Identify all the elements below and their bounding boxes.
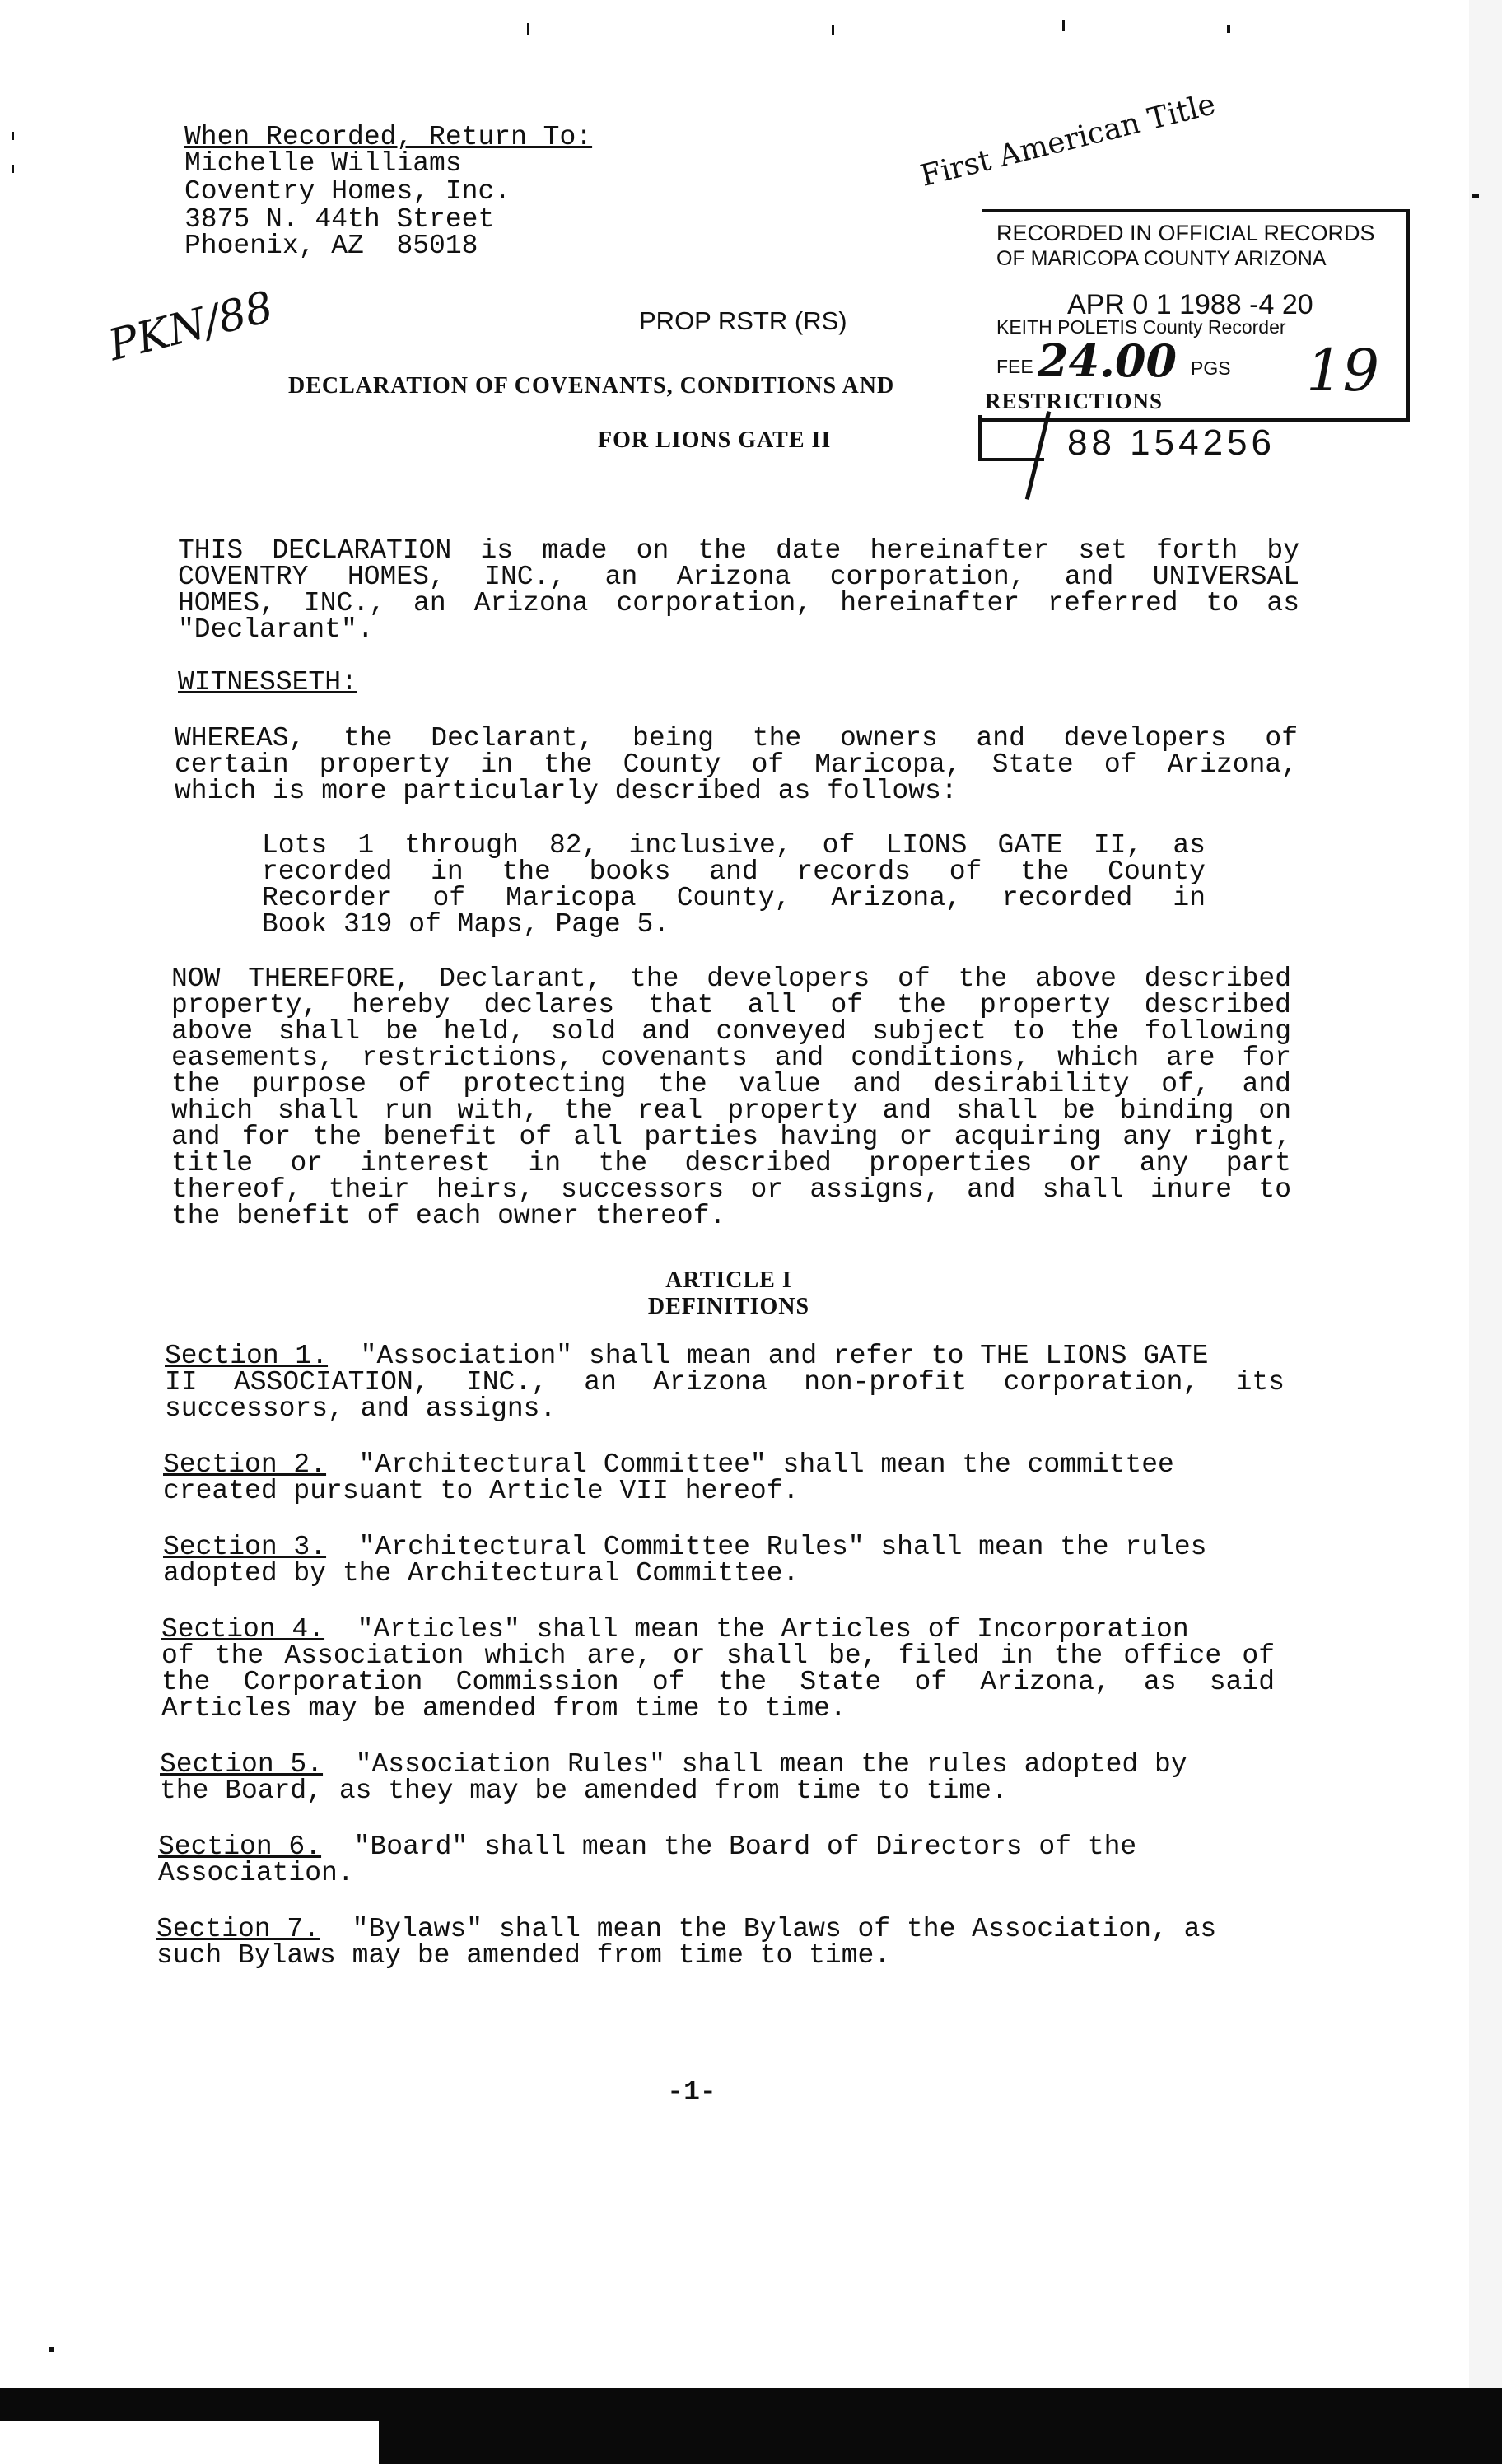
section-text: "Association" shall mean and refer to THE LIONS GATE <box>328 1341 1209 1371</box>
now-therefore-line: and for the benefit of all parties having or acquiring any right, <box>171 1122 1291 1152</box>
scan-speck <box>527 23 529 35</box>
document-title-overlap: RESTRICTIONS <box>985 389 1164 413</box>
section-text: "Association Rules" shall mean the rules adopted by <box>323 1749 1187 1780</box>
now-therefore-line: above shall be held, sold and conveyed subject to the following <box>171 1016 1291 1047</box>
stamp-date: APR 0 1 1988 -4 20 <box>1067 289 1313 320</box>
now-therefore-line: easements, restrictions, covenants and conditions, which are for <box>171 1043 1291 1073</box>
title-company-stamp: First American Title <box>917 87 1220 194</box>
section-text: II ASSOCIATION, INC., an Arizona non-profit corporation, its <box>165 1367 1285 1398</box>
section-text: "Architectural Committee" shall mean the committee <box>326 1449 1174 1480</box>
return-to-heading: When Recorded, Return To: <box>184 122 593 152</box>
stamp-recorder: KEITH POLETIS County Recorder <box>996 316 1286 338</box>
stamp-bracket <box>978 415 982 461</box>
stamp-pgs-value: 19 <box>1306 337 1380 404</box>
intro-line: COVENTRY HOMES, INC., an Arizona corporation, and UNIVERSAL <box>178 562 1299 592</box>
intro-line: HOMES, INC., an Arizona corporation, hereinafter referred to as <box>178 588 1299 618</box>
return-to-street: 3875 N. 44th Street <box>184 204 495 235</box>
scan-speck <box>12 132 14 140</box>
scan-speck <box>1227 25 1230 33</box>
section-text: adopted by the Architectural Committee. <box>163 1558 800 1589</box>
return-to-company: Coventry Homes, Inc. <box>184 176 511 207</box>
scan-bottom-patch <box>0 2421 379 2464</box>
scan-speck <box>1472 194 1479 198</box>
article-title: DEFINITIONS <box>647 1294 810 1319</box>
section-text: "Board" shall mean the Board of Directors of the <box>321 1832 1137 1862</box>
section-text: such Bylaws may be amended from time to time. <box>156 1940 891 1971</box>
section-text: of the Association which are, or shall be, filed in the office of <box>161 1640 1275 1671</box>
section-text: Articles may be amended from time to time. <box>161 1693 847 1724</box>
article-number: ARTICLE I <box>665 1267 792 1293</box>
section-text: Association. <box>158 1858 354 1888</box>
stamp-fee-value: 24.00 <box>1038 334 1178 387</box>
now-therefore-line: thereof, their heirs, successors or assigns, and shall inure to <box>171 1174 1291 1205</box>
return-to-name: Michelle Williams <box>184 148 462 179</box>
document-title-line-2: FOR LIONS GATE II <box>598 427 832 453</box>
document-title-line-1: DECLARATION OF COVENANTS, CONDITIONS AND <box>288 373 895 399</box>
section-label: Section 5. <box>160 1749 324 1780</box>
stamp-line-1: RECORDED IN OFFICIAL RECORDS <box>996 221 1375 245</box>
section-label: Section 3. <box>163 1532 327 1562</box>
stamp-fee-label: FEE <box>996 356 1033 377</box>
now-therefore-line: the benefit of each owner thereof. <box>171 1201 726 1231</box>
section-text: the Corporation Commission of the State of Arizona, as said <box>161 1667 1275 1697</box>
whereas-line: certain property in the County of Maricopa, State of Arizona, <box>175 749 1298 780</box>
scan-speck <box>49 2347 54 2352</box>
section-text: the Board, as they may be amended from time to time. <box>160 1776 1008 1806</box>
return-to-city: Phoenix, AZ 85018 <box>184 231 478 261</box>
lots-line: Lots 1 through 82, inclusive, of LIONS GATE II, as <box>262 830 1206 861</box>
now-therefore-line: title or interest in the described properties or any part <box>171 1148 1291 1178</box>
record-code: PROP RSTR (RS) <box>639 306 847 335</box>
section-text: successors, and assigns. <box>165 1393 557 1424</box>
section-text: "Bylaws" shall mean the Bylaws of the Association, as <box>320 1914 1217 1944</box>
section-label: Section 1. <box>165 1341 329 1371</box>
section-label: Section 7. <box>156 1914 320 1944</box>
intro-line: "Declarant". <box>178 614 374 645</box>
scan-edge <box>1469 0 1502 2464</box>
lots-line: Recorder of Maricopa County, Arizona, recorded in <box>262 883 1206 913</box>
witnesseth-heading: WITNESSETH: <box>178 667 357 698</box>
stamp-doc-number: 88 154256 <box>1067 422 1276 463</box>
scan-speck <box>832 25 834 35</box>
now-therefore-line: which shall run with, the real property and shall be binding on <box>171 1095 1291 1126</box>
handwritten-note: PKN/88 <box>104 282 278 371</box>
section-label: Section 4. <box>161 1614 325 1645</box>
now-therefore-line: property, hereby declares that all of the property described <box>171 990 1291 1020</box>
stamp-line-2: OF MARICOPA COUNTY ARIZONA <box>996 247 1327 270</box>
section-label: Section 2. <box>163 1449 327 1480</box>
lots-line: recorded in the books and records of the County <box>262 856 1206 887</box>
intro-line: THIS DECLARATION is made on the date hereinafter set forth by <box>178 535 1299 566</box>
lots-line: Book 319 of Maps, Page 5. <box>262 909 670 940</box>
scan-speck <box>12 165 14 173</box>
section-text: "Architectural Committee Rules" shall mean the rules <box>326 1532 1207 1562</box>
section-label: Section 6. <box>158 1832 322 1862</box>
scan-speck <box>1062 20 1065 31</box>
whereas-line: WHEREAS, the Declarant, being the owners and developers of <box>175 723 1298 754</box>
page-number: -1- <box>667 2077 716 2107</box>
whereas-line: which is more particularly described as follows: <box>175 776 958 806</box>
now-therefore-line: NOW THEREFORE, Declarant, the developers of the above described <box>171 964 1291 994</box>
section-text: created pursuant to Article VII hereof. <box>163 1476 800 1506</box>
now-therefore-line: the purpose of protecting the value and desirability of, and <box>171 1069 1291 1099</box>
stamp-slash-mark <box>1025 411 1051 500</box>
section-text: "Articles" shall mean the Articles of Incorporation <box>324 1614 1189 1645</box>
stamp-pgs-label: PGS <box>1191 357 1231 379</box>
